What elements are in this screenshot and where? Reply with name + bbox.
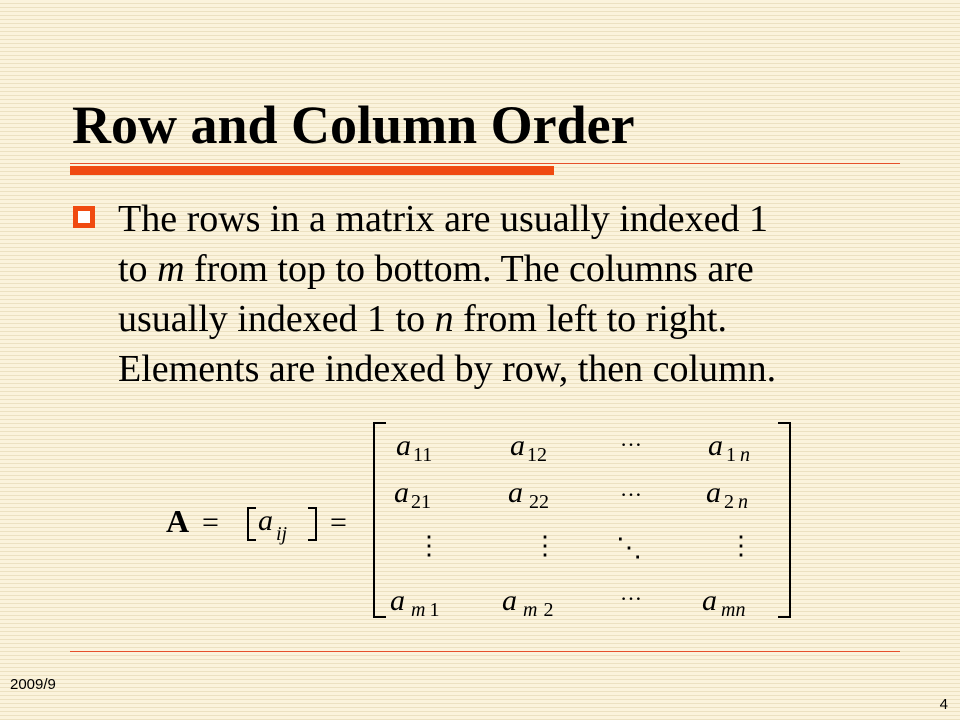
- left-bracket-small: [248, 508, 256, 540]
- matrix-equation: [150, 410, 810, 630]
- ddots-center: ⋱: [616, 533, 642, 562]
- entry-a2n: a $_2$ n: [706, 476, 748, 513]
- vdots-col-1: ⋮: [416, 531, 442, 560]
- bullet-line-3: usually indexed 1 to n from left to right.: [118, 298, 727, 340]
- slide-title: Row and Column Order: [72, 95, 635, 155]
- entry-a22: a $_{22}$: [508, 476, 549, 513]
- entry-a12: a $_{12}$: [510, 429, 547, 466]
- vdots-col-2: ⋮: [532, 531, 558, 560]
- bullet-line-2: to m from top to bottom. The columns are: [118, 248, 754, 290]
- square-bullet-icon: [73, 206, 95, 228]
- entry-a11: a $_{11}$: [396, 429, 433, 466]
- bullet-line-1: The rows in a matrix are usually indexed 1: [118, 198, 769, 240]
- equals-sign-1: =: [202, 506, 219, 539]
- vdots-col-4: ⋮: [728, 531, 754, 560]
- element-sub: ij: [276, 523, 288, 545]
- matrix-right-bracket: [778, 423, 790, 617]
- hdots-row-4: …: [620, 580, 642, 605]
- hdots-row-1: …: [620, 426, 642, 451]
- matrix-symbol: A: [166, 503, 190, 539]
- footer-rule: [70, 651, 900, 652]
- right-bracket-small: [308, 508, 316, 540]
- entry-a1n: a $_1$ n: [708, 429, 750, 466]
- entry-am2: a $_m$ 2: [502, 584, 554, 621]
- entry-am1: a $_m$ 1: [390, 584, 440, 621]
- entry-a21: a $_{21}$: [394, 476, 431, 513]
- entry-amn: a $_{mn}$: [702, 584, 746, 621]
- bullet-line-4: Elements are indexed by row, then column.: [118, 348, 777, 390]
- page-number: 4: [939, 696, 948, 713]
- hdots-row-2: …: [620, 476, 642, 501]
- matrix-left-bracket: [374, 423, 386, 617]
- bullet-text: [118, 194, 908, 394]
- title-underline-thin: [70, 163, 900, 164]
- footer-date: 2009/9: [10, 676, 56, 693]
- title-underline-accent: [70, 166, 554, 175]
- equals-sign-2: =: [330, 506, 347, 539]
- element-var: a: [258, 504, 273, 537]
